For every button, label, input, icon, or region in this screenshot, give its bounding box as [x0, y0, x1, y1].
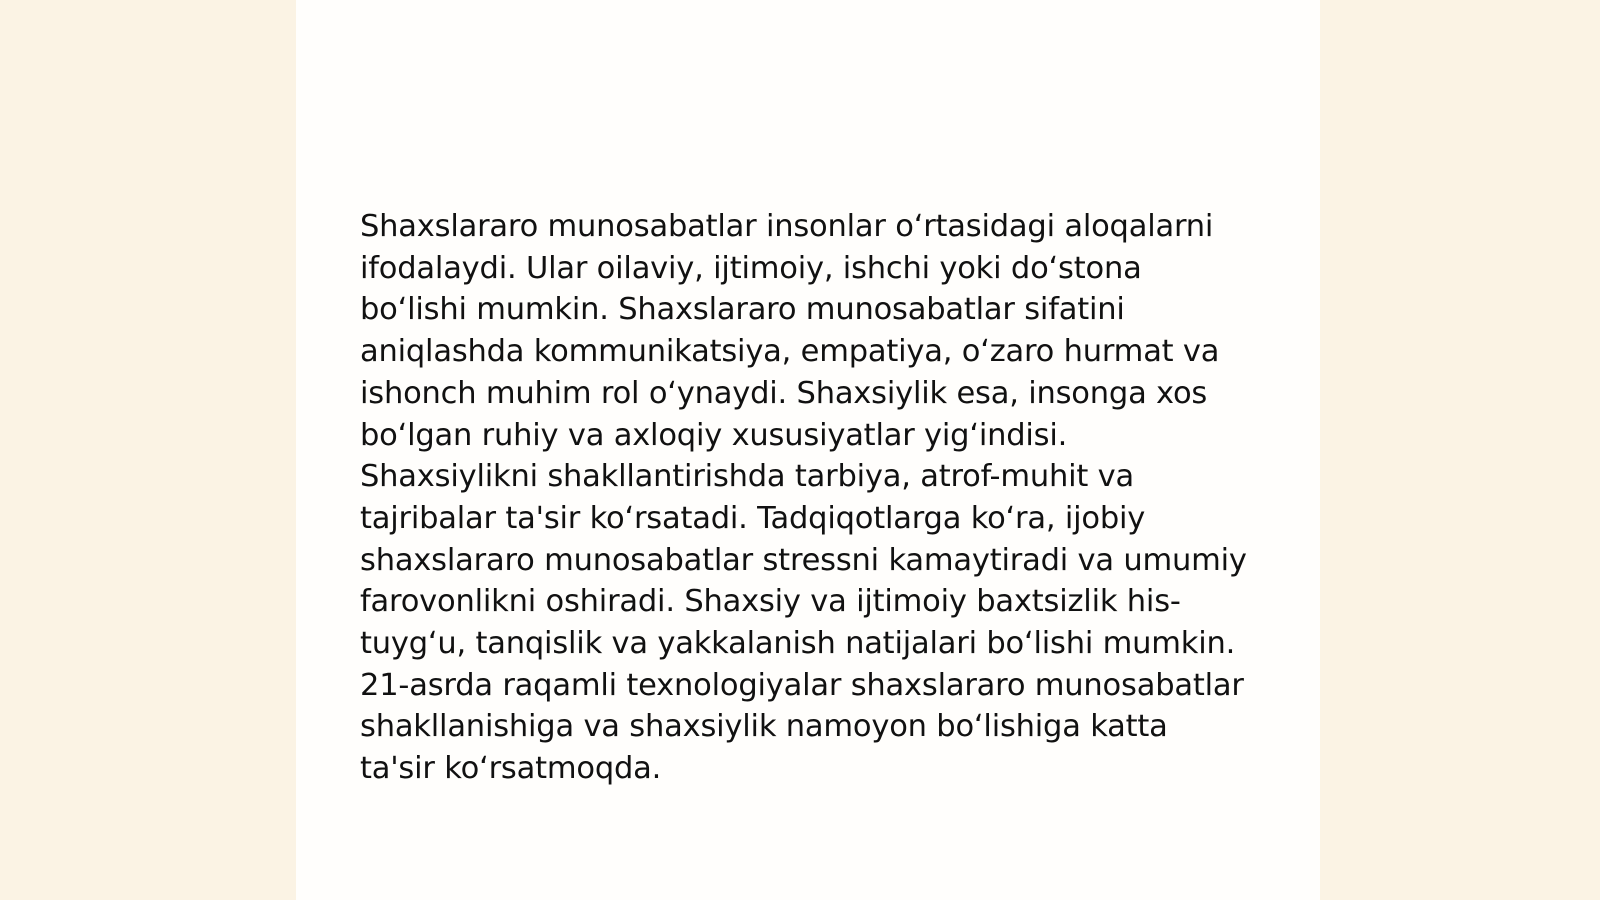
right-margin — [1320, 0, 1600, 900]
document-page — [296, 0, 1320, 900]
body-paragraph: Shaxslararo munosabatlar insonlar o‘rtasidagi aloqalarni ifodalaydi. Ular oilaviy, ijtimoiy, ishchi yoki do‘stona bo‘lishi mumkin. Shaxslararo munosabatlar sifatini aniqlashda kommunikatsiya, empatiya, o‘zaro hurmat va ishonch muhim rol o‘ynaydi. Shaxsiylik esa, insonga xos bo‘lgan ruhiy va axloqiy xususiyatlar yig‘indisi. Shaxsiylikni shakllantirishda tarbiya, atrof-muhit va tajribalar ta'sir ko‘rsatadi. Tadqiqotlarga ko‘ra, ijobiy shaxslararo munosabatlar stressni kamaytiradi va umumiy farovonlikni oshiradi. Shaxsiy va ijtimoiy baxtsizlik his-tuyg‘u, tanqislik va yakkalanish natijalari bo‘lishi mumkin. 21-asrda raqamli texnologiyalar shaxslararo munosabatlar shakllanishiga va shaxsiylik namoyon bo‘lishiga katta ta'sir ko‘rsatmoqda. — [360, 209, 1247, 787]
left-margin — [0, 0, 296, 900]
